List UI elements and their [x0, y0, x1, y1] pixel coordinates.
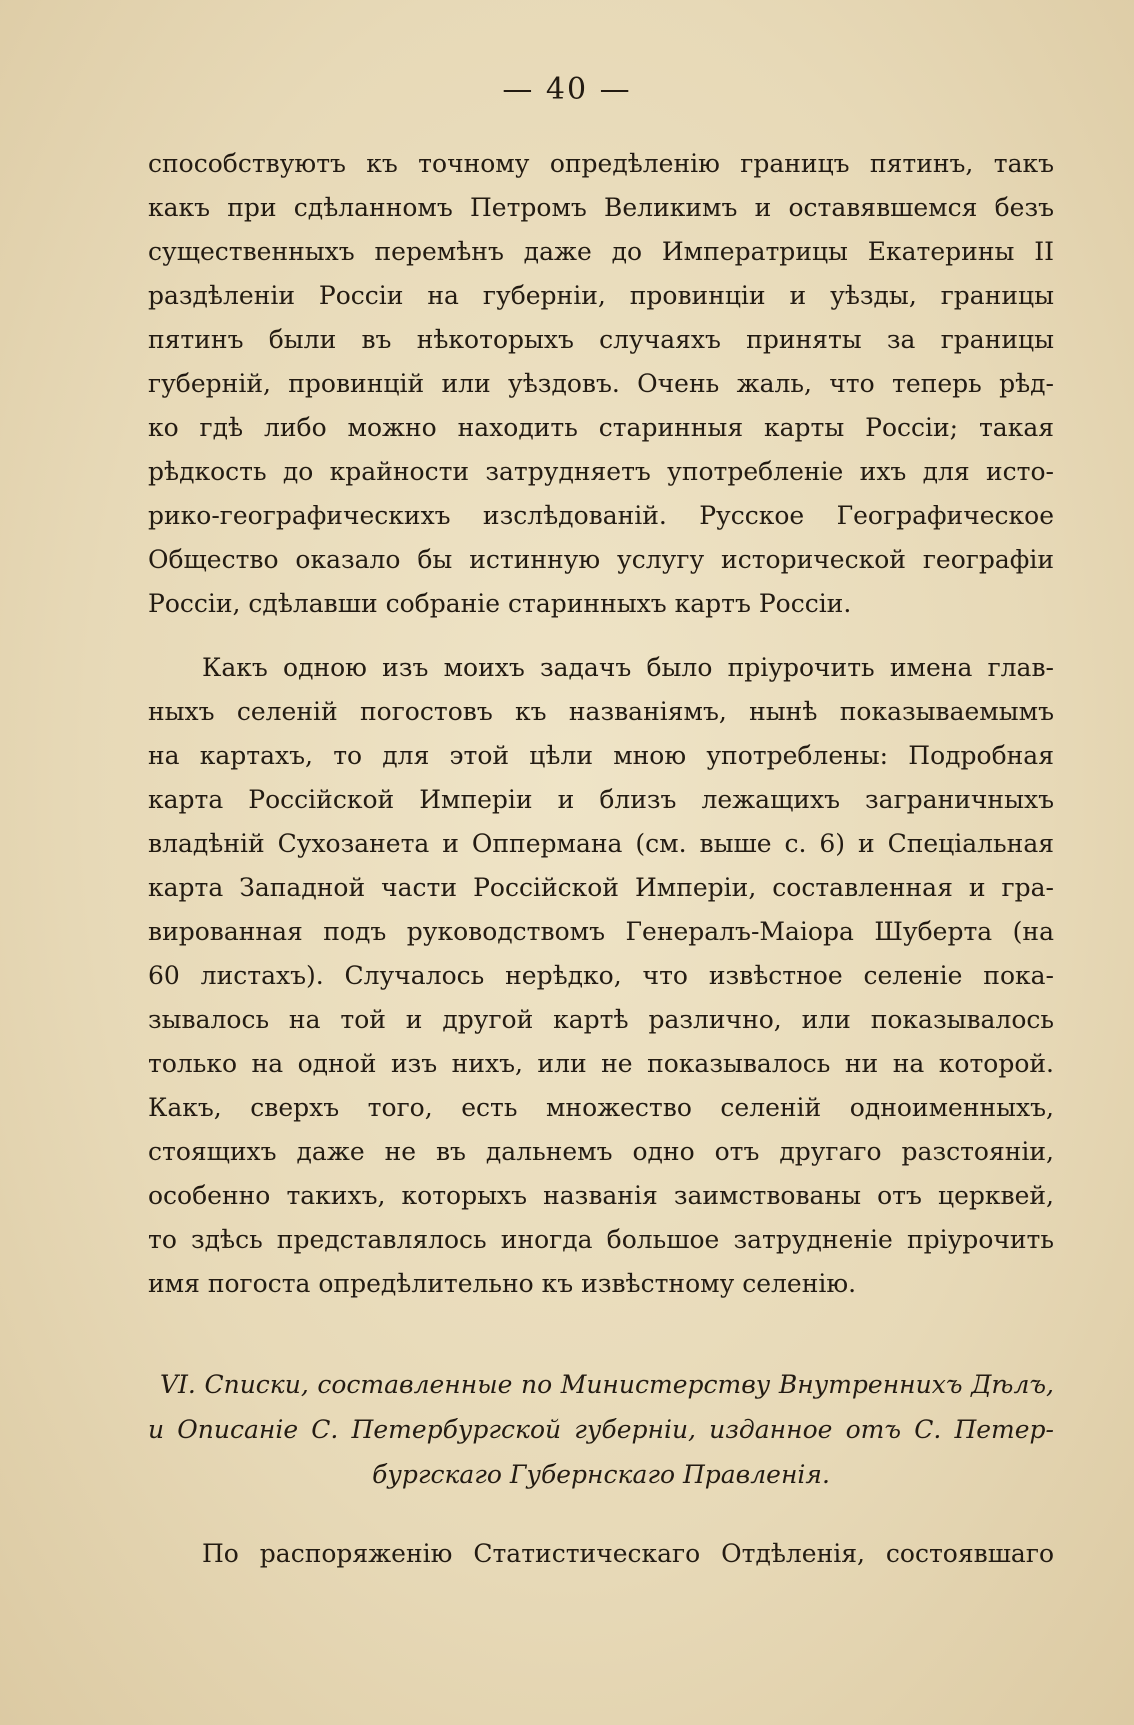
heading-line: и Описаніе С. Петербургской губерніи, изданное отъ С. Петер-	[148, 1415, 1054, 1444]
text-line: рѣдкость до крайности затрудняетъ употребленіе ихъ для исто-	[148, 457, 1054, 486]
text-line: то здѣсь представлялось иногда большое затрудненіе пріурочить	[148, 1225, 1054, 1254]
text-line: ныхъ селеній погостовъ къ названіямъ, нынѣ показываемымъ	[148, 697, 1054, 726]
text-line: имя погоста опредѣлительно къ извѣстному селенію.	[148, 1269, 857, 1298]
text-line: вированная подъ руководствомъ Генералъ-Маіора Шуберта (на	[148, 917, 1054, 946]
text-line: стоящихъ даже не въ дальнемъ одно отъ другаго разстояніи,	[148, 1137, 1054, 1166]
text-line: существенныхъ перемѣнъ даже до Императрицы Екатерины II	[148, 237, 1054, 266]
paragraph-3	[148, 1532, 1054, 1576]
text-line: какъ при сдѣланномъ Петромъ Великимъ и оставявшемся безъ	[148, 193, 1054, 222]
text-line: раздѣленіи Россіи на губерніи, провинціи и уѣзды, границы	[148, 281, 1054, 310]
heading-line: бургскаго Губернскаго Правленія.	[372, 1460, 830, 1489]
text-line: Какъ, сверхъ того, есть множество селеній одноименныхъ,	[148, 1093, 1054, 1122]
text-line: ко гдѣ либо можно находить старинныя карты Россіи; такая	[148, 413, 1054, 442]
paragraph-1	[148, 142, 1054, 626]
text-line: зывалось на той и другой картѣ различно, или показывалось	[148, 1005, 1054, 1034]
text-line: особенно такихъ, которыхъ названія заимствованы отъ церквей,	[148, 1181, 1054, 1210]
page-number: — 40 —	[502, 72, 632, 107]
section-heading	[148, 1362, 1054, 1497]
heading-line: VI. Списки, составленные по Министерству Внутреннихъ Дѣлъ,	[160, 1370, 1054, 1399]
text-line: на картахъ, то для этой цѣли мною употреблены: Подробная	[148, 741, 1054, 770]
text-line: владѣній Сухозанета и Оппермана (см. выше с. 6) и Спеціальная	[148, 829, 1054, 858]
text-line: только на одной изъ нихъ, или не показывалось ни на которой.	[148, 1049, 1054, 1078]
text-line: способствуютъ къ точному опредѣленію границъ пятинъ, такъ	[148, 149, 1054, 178]
text-line: карта Западной части Россійской Имперіи, составленная и гра-	[148, 873, 1054, 902]
text-line: По распоряженію Статистическаго Отдѣленія, состоявшаго	[202, 1539, 1054, 1568]
text-line: Какъ одною изъ моихъ задачъ было пріурочить имена глав-	[202, 653, 1054, 682]
text-line: губерній, провинцій или уѣздовъ. Очень жаль, что теперь рѣд-	[148, 369, 1054, 398]
text-line: 60 листахъ). Случалось нерѣдко, что извѣстное селеніе пока-	[148, 961, 1054, 990]
paragraph-2	[148, 646, 1054, 1306]
text-line: карта Россійской Имперіи и близъ лежащихъ заграничныхъ	[148, 785, 1054, 814]
text-line: Общество оказало бы истинную услугу исторической географіи	[148, 545, 1054, 574]
text-line: рико-географическихъ изслѣдованій. Русское Географическое	[148, 501, 1054, 530]
text-line: Россіи, сдѣлавши собраніе старинныхъ картъ Россіи.	[148, 589, 852, 618]
text-line: пятинъ были въ нѣкоторыхъ случаяхъ приняты за границы	[148, 325, 1054, 354]
